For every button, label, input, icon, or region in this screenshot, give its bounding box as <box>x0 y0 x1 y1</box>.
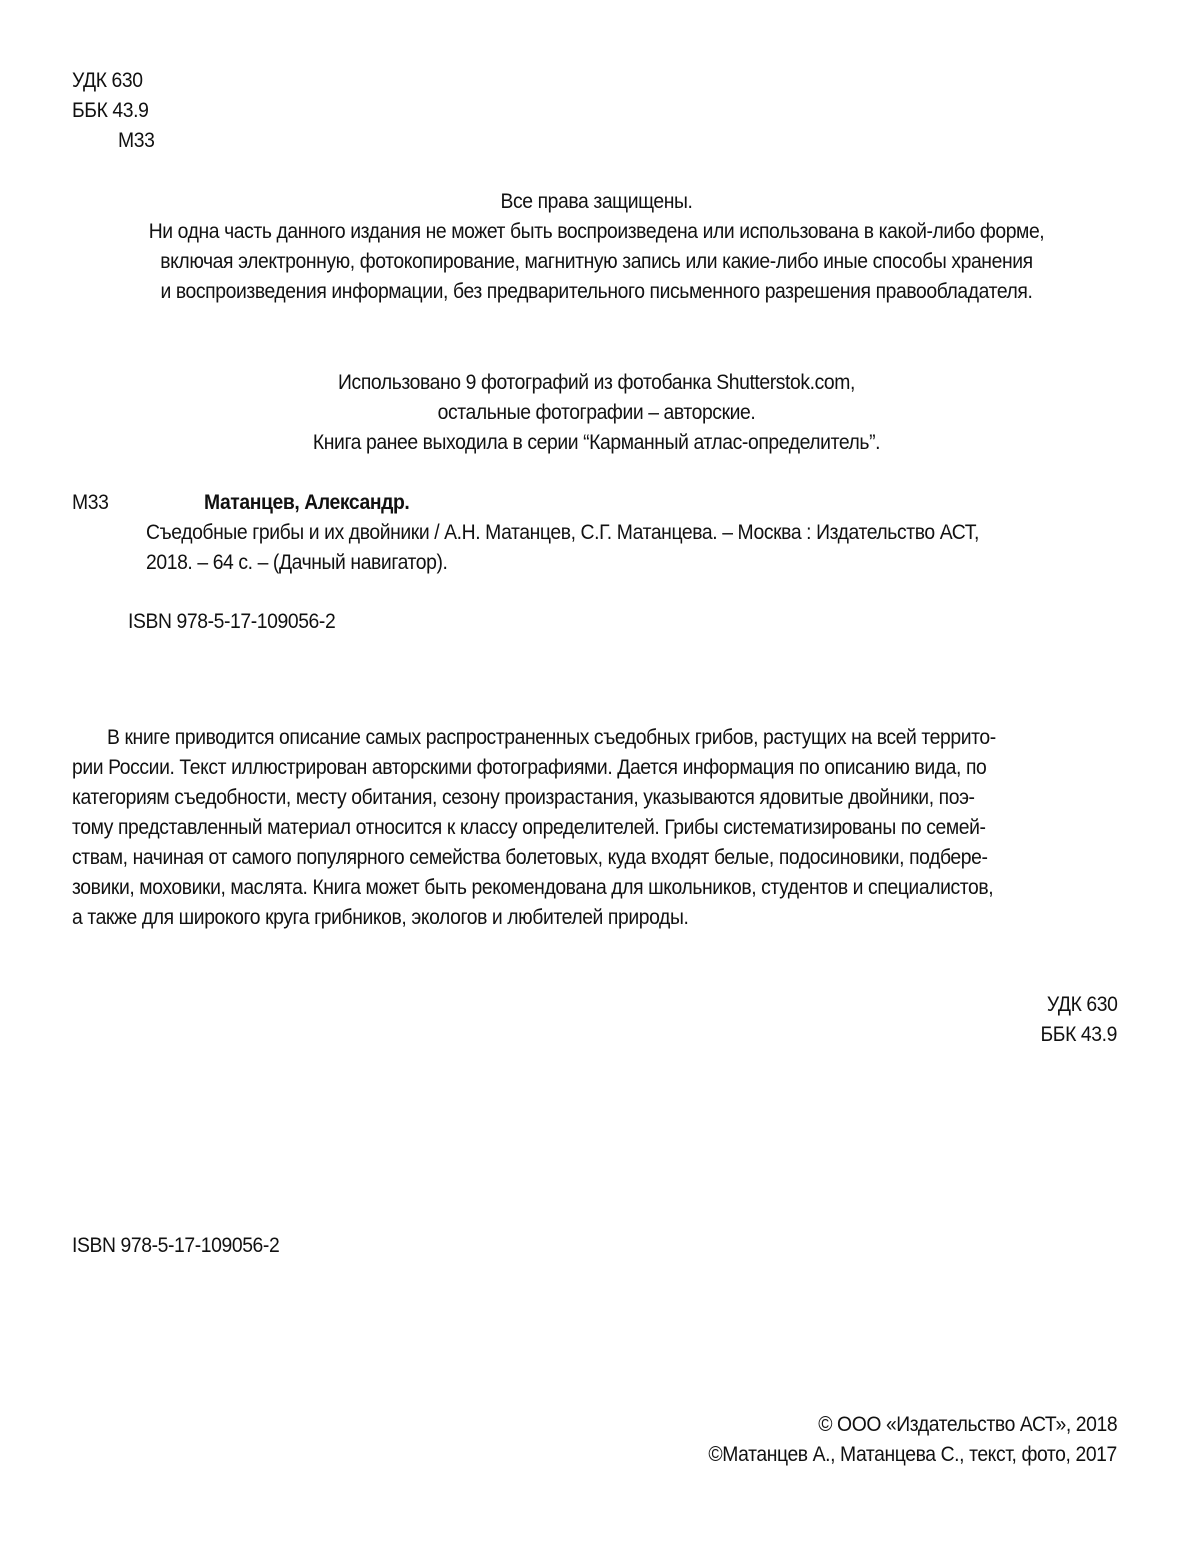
copyright-line-1: © ООО «Издательство АСТ», 2018 <box>818 1412 1117 1436</box>
catalog-isbn: ISBN 978-5-17-109056-2 <box>128 609 336 633</box>
rights-line-3: и воспроизведения информации, без предварительного письменного разрешения правообладателя. <box>160 279 1033 303</box>
catalog-mark: М33 <box>72 490 109 514</box>
photo-credit-line-3: Книга ранее выходила в серии “Карманный атлас-определитель”. <box>312 430 881 454</box>
udk-code-right: УДК 630 <box>1046 992 1117 1016</box>
rights-line-2: включая электронную, фотокопирование, магнитную запись или какие-либо иные способы хранения <box>160 249 1033 273</box>
annotation-line-3: категориям съедобности, месту обитания, сезону произрастания, указываются ядовитые двойники, поэ- <box>72 785 975 809</box>
annotation-line-1: В книге приводится описание самых распространенных съедобных грибов, растущих на всей террито- <box>107 725 996 749</box>
catalog-description-line-1: Съедобные грибы и их двойники / А.Н. Матанцев, С.Г. Матанцева. – Москва : Издательство АСТ, <box>146 520 979 544</box>
annotation-line-6: зовики, моховики, маслята. Книга может быть рекомендована для школьников, студентов и специалистов, <box>72 875 994 899</box>
copyright-line-2: ©Матанцев А., Матанцева С., текст, фото, 2017 <box>708 1442 1117 1466</box>
photo-credit-line-1: Использовано 9 фотографий из фотобанка Shutterstok.com, <box>338 370 855 394</box>
annotation-line-5: ствам, начиная от самого популярного семейства болетовых, куда входят белые, подосиновики, подбере- <box>72 845 988 869</box>
catalog-description-line-2: 2018. – 64 с. – (Дачный навигатор). <box>146 550 448 574</box>
photo-credit-line-2: остальные фотографии – авторские. <box>437 400 756 424</box>
bbk-code-right: ББК 43.9 <box>1040 1022 1117 1046</box>
rights-line-1: Ни одна часть данного издания не может быть воспроизведена или использована в какой-либо форме, <box>148 219 1045 243</box>
author-mark-top: М33 <box>118 128 155 152</box>
rights-title: Все права защищены. <box>500 189 693 213</box>
annotation-line-4: тому представленный материал относится к классу определителей. Грибы систематизированы по семей- <box>72 815 986 839</box>
udk-code-top: УДК 630 <box>72 68 143 92</box>
catalog-author: Матанцев, Александр. <box>204 490 410 514</box>
isbn-bottom: ISBN 978-5-17-109056-2 <box>72 1233 280 1257</box>
annotation-line-2: рии России. Текст иллюстрирован авторскими фотографиями. Дается информация по описанию вида, по <box>72 755 987 779</box>
bbk-code-top: ББК 43.9 <box>72 98 149 122</box>
annotation-line-7: а также для широкого круга грибников, экологов и любителей природы. <box>72 905 689 929</box>
